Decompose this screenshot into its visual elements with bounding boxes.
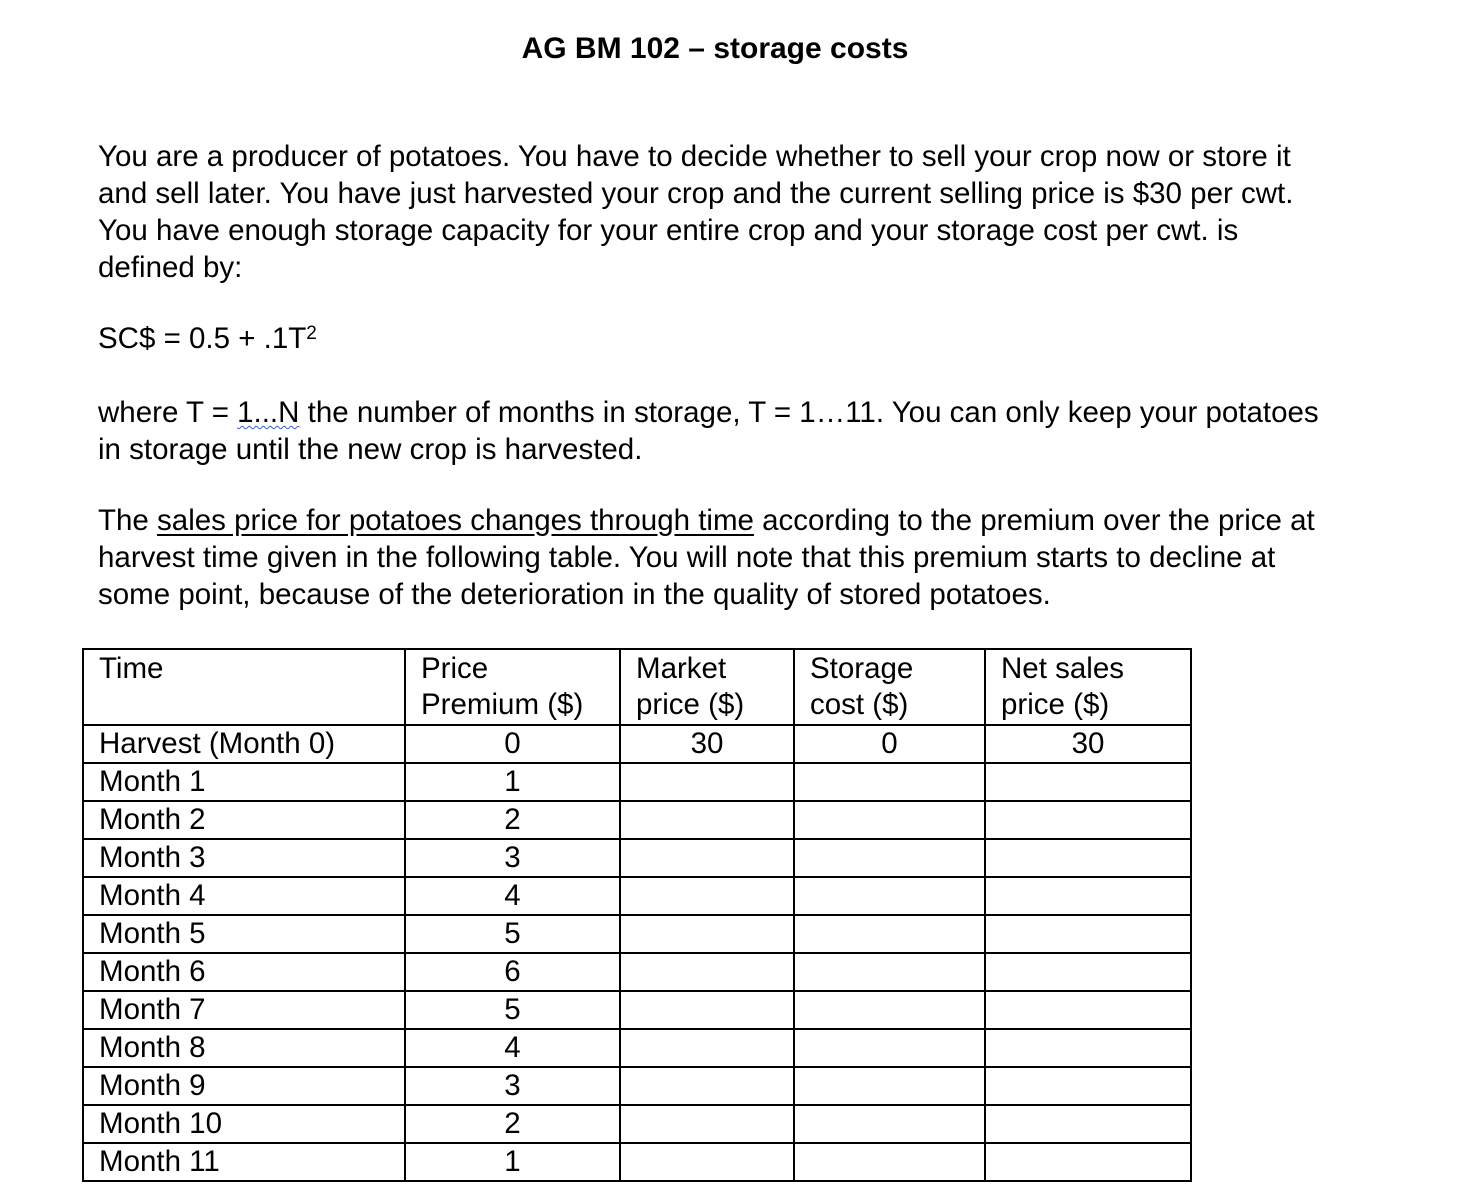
cell-storage-cost bbox=[794, 915, 985, 953]
table-header-row bbox=[83, 649, 1191, 725]
table-row bbox=[83, 1105, 1191, 1143]
cell-price-premium: 1 bbox=[405, 763, 620, 801]
cell-storage-cost bbox=[794, 839, 985, 877]
header-time: Time bbox=[83, 649, 405, 725]
cell-time: Month 11 bbox=[83, 1143, 405, 1181]
spellcheck-squiggle-text: 1...N bbox=[237, 396, 300, 429]
price-table bbox=[82, 648, 1192, 1182]
cell-storage-cost bbox=[794, 1029, 985, 1067]
cell-time: Month 2 bbox=[83, 801, 405, 839]
table-row bbox=[83, 877, 1191, 915]
cell-market-price bbox=[620, 763, 794, 801]
cell-net-sales-price bbox=[985, 839, 1191, 877]
table-row bbox=[83, 915, 1191, 953]
header-market-price: Market price ($) bbox=[620, 649, 794, 725]
where-text-end: the number of months in storage, T = 1…11. You can only keep your potatoes in storage until the new crop is harvested. bbox=[98, 396, 1319, 466]
table-row bbox=[83, 801, 1191, 839]
cell-time: Harvest (Month 0) bbox=[83, 725, 405, 763]
cell-time: Month 10 bbox=[83, 1105, 405, 1143]
formula-exponent: 2 bbox=[306, 323, 317, 345]
page-title: AG BM 102 – storage costs bbox=[521, 32, 909, 65]
cell-price-premium: 5 bbox=[405, 915, 620, 953]
cell-net-sales-price bbox=[985, 953, 1191, 991]
header-storage-cost: Storage cost ($) bbox=[794, 649, 985, 725]
sales-underlined-phrase: sales price for potatoes changes through time bbox=[157, 504, 754, 537]
cell-price-premium: 0 bbox=[405, 725, 620, 763]
cell-market-price bbox=[620, 1143, 794, 1181]
cell-price-premium: 4 bbox=[405, 877, 620, 915]
cell-net-sales-price bbox=[985, 763, 1191, 801]
cell-storage-cost bbox=[794, 801, 985, 839]
cell-price-premium: 2 bbox=[405, 1105, 620, 1143]
table-row bbox=[83, 1029, 1191, 1067]
table-row bbox=[83, 725, 1191, 763]
storage-cost-formula bbox=[98, 320, 1338, 357]
cell-price-premium: 4 bbox=[405, 1029, 620, 1067]
cell-price-premium: 3 bbox=[405, 1067, 620, 1105]
sales-text-start: The bbox=[98, 504, 158, 537]
cell-net-sales-price bbox=[985, 1143, 1191, 1181]
cell-price-premium: 6 bbox=[405, 953, 620, 991]
table-row bbox=[83, 953, 1191, 991]
cell-net-sales-price: 30 bbox=[985, 725, 1191, 763]
cell-time: Month 7 bbox=[83, 991, 405, 1029]
cell-market-price bbox=[620, 991, 794, 1029]
cell-net-sales-price bbox=[985, 801, 1191, 839]
table-row bbox=[83, 1143, 1191, 1181]
cell-market-price bbox=[620, 953, 794, 991]
cell-storage-cost bbox=[794, 1105, 985, 1143]
cell-storage-cost bbox=[794, 763, 985, 801]
table-row bbox=[83, 763, 1191, 801]
formula-base: SC$ = 0.5 + .1T bbox=[98, 322, 307, 355]
cell-net-sales-price bbox=[985, 1067, 1191, 1105]
cell-price-premium: 5 bbox=[405, 991, 620, 1029]
table-row bbox=[83, 991, 1191, 1029]
cell-time: Month 3 bbox=[83, 839, 405, 877]
where-text-start: where T = bbox=[98, 396, 238, 429]
cell-time: Month 8 bbox=[83, 1029, 405, 1067]
cell-storage-cost bbox=[794, 953, 985, 991]
sales-paragraph bbox=[98, 502, 1338, 613]
cell-storage-cost bbox=[794, 1067, 985, 1105]
cell-market-price bbox=[620, 1029, 794, 1067]
cell-market-price bbox=[620, 1067, 794, 1105]
cell-time: Month 1 bbox=[83, 763, 405, 801]
cell-net-sales-price bbox=[985, 991, 1191, 1029]
cell-time: Month 4 bbox=[83, 877, 405, 915]
cell-market-price bbox=[620, 877, 794, 915]
cell-storage-cost bbox=[794, 1143, 985, 1181]
cell-net-sales-price bbox=[985, 915, 1191, 953]
table-row bbox=[83, 839, 1191, 877]
cell-price-premium: 3 bbox=[405, 839, 620, 877]
header-price-premium: Price Premium ($) bbox=[405, 649, 620, 725]
cell-market-price bbox=[620, 915, 794, 953]
intro-paragraph: You are a producer of potatoes. You have to decide whether to sell your crop now or store it and sell later. You have just harvested your crop and the current selling price is $30 per cwt. You have enough storage capacity for your entire crop and your storage cost per cwt. is defined by: bbox=[98, 140, 1294, 284]
cell-time: Month 9 bbox=[83, 1067, 405, 1105]
cell-net-sales-price bbox=[985, 1105, 1191, 1143]
cell-market-price: 30 bbox=[620, 725, 794, 763]
cell-net-sales-price bbox=[985, 1029, 1191, 1067]
cell-storage-cost: 0 bbox=[794, 725, 985, 763]
cell-price-premium: 1 bbox=[405, 1143, 620, 1181]
where-paragraph bbox=[98, 394, 1338, 468]
cell-price-premium: 2 bbox=[405, 801, 620, 839]
cell-time: Month 5 bbox=[83, 915, 405, 953]
cell-market-price bbox=[620, 1105, 794, 1143]
cell-net-sales-price bbox=[985, 877, 1191, 915]
cell-market-price bbox=[620, 801, 794, 839]
cell-storage-cost bbox=[794, 991, 985, 1029]
table-row bbox=[83, 1067, 1191, 1105]
header-net-sales-price: Net sales price ($) bbox=[985, 649, 1191, 725]
sales-text-end: according to the premium over the price at harvest time given in the following table. You will note that this premium starts to decline at some point, because of the deterioration in the quality of stored potatoes. bbox=[98, 504, 1315, 611]
cell-storage-cost bbox=[794, 877, 985, 915]
cell-time: Month 6 bbox=[83, 953, 405, 991]
cell-market-price bbox=[620, 839, 794, 877]
